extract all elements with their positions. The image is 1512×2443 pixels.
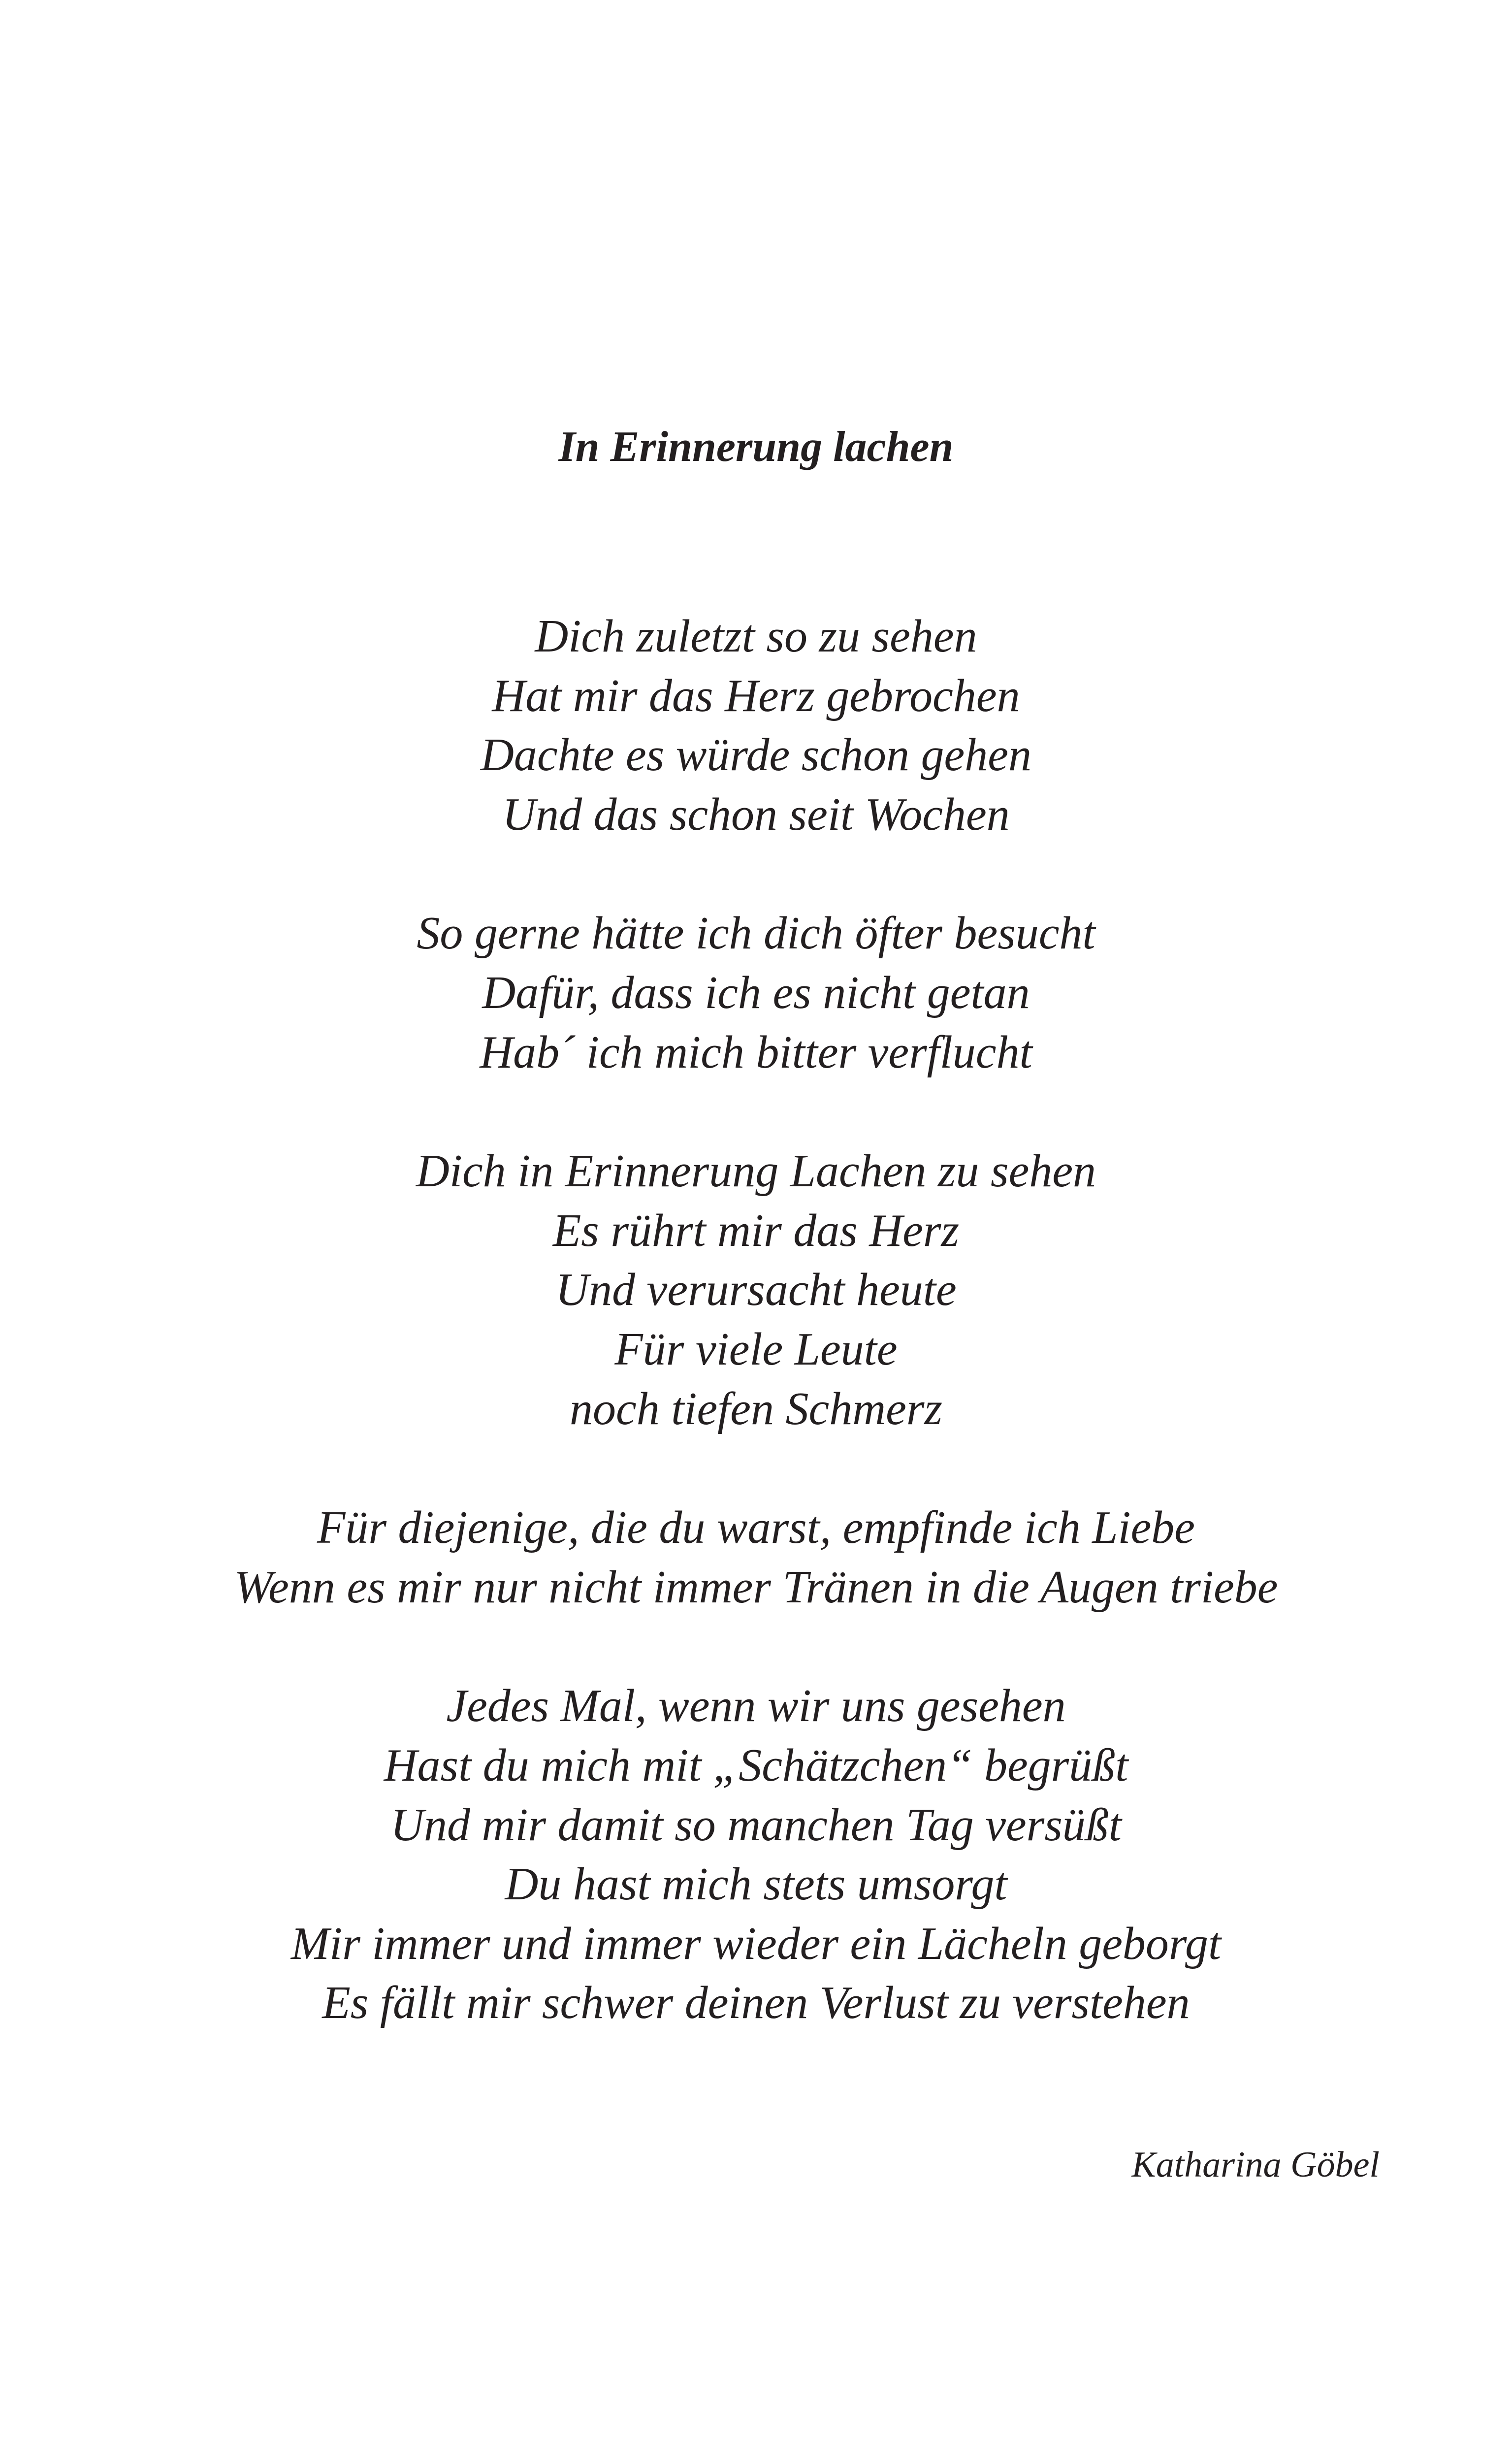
poem-stanza <box>0 1676 1512 2033</box>
poem-line: Du hast mich stets umsorgt <box>505 1858 1007 1910</box>
poem-line: Es fällt mir schwer deinen Verlust zu verstehen <box>322 1977 1190 2029</box>
poem-line: Dich zuletzt so zu sehen <box>535 611 977 662</box>
poem-stanza <box>0 1141 1512 1438</box>
poem-line: Für viele Leute <box>614 1323 898 1375</box>
poem-line: Und mir damit so manchen Tag versüßt <box>390 1799 1122 1851</box>
poem-line: Jedes Mal, wenn wir uns gesehen <box>446 1680 1066 1732</box>
poem-title: In Erinnerung lachen <box>558 423 954 471</box>
poem-line: Dachte es würde schon gehen <box>480 729 1031 781</box>
poem-line: Für diejenige, die du warst, empfinde ich Liebe <box>317 1502 1195 1554</box>
poem-line: Hast du mich mit „Schätzchen“ begrüßt <box>384 1739 1128 1791</box>
poem-line: Hab´ ich mich bitter verflucht <box>480 1026 1032 1078</box>
poem-stanza <box>0 904 1512 1082</box>
poem-body <box>0 607 1512 2092</box>
poem-stanza <box>0 1498 1512 1617</box>
poem-line: Hat mir das Herz gebrochen <box>492 670 1020 721</box>
poem-line: Und das schon seit Wochen <box>502 788 1010 840</box>
poem-line: Und verursacht heute <box>555 1264 957 1316</box>
poem-line: Dich in Erinnerung Lachen zu sehen <box>416 1145 1096 1197</box>
poem-author: Katharina Göbel <box>1131 2145 1380 2185</box>
poem-line: Dafür, dass ich es nicht getan <box>482 967 1030 1018</box>
poem-line: noch tiefen Schmerz <box>569 1383 942 1434</box>
poem-line: Es rührt mir das Herz <box>552 1205 960 1256</box>
poem-line: Wenn es mir nur nicht immer Tränen in die Augen triebe <box>234 1561 1278 1613</box>
poem-line: So gerne hätte ich dich öfter besucht <box>417 908 1095 959</box>
poem-line: Mir immer und immer wieder ein Lächeln geborgt <box>290 1918 1222 1969</box>
poem-stanza <box>0 607 1512 844</box>
